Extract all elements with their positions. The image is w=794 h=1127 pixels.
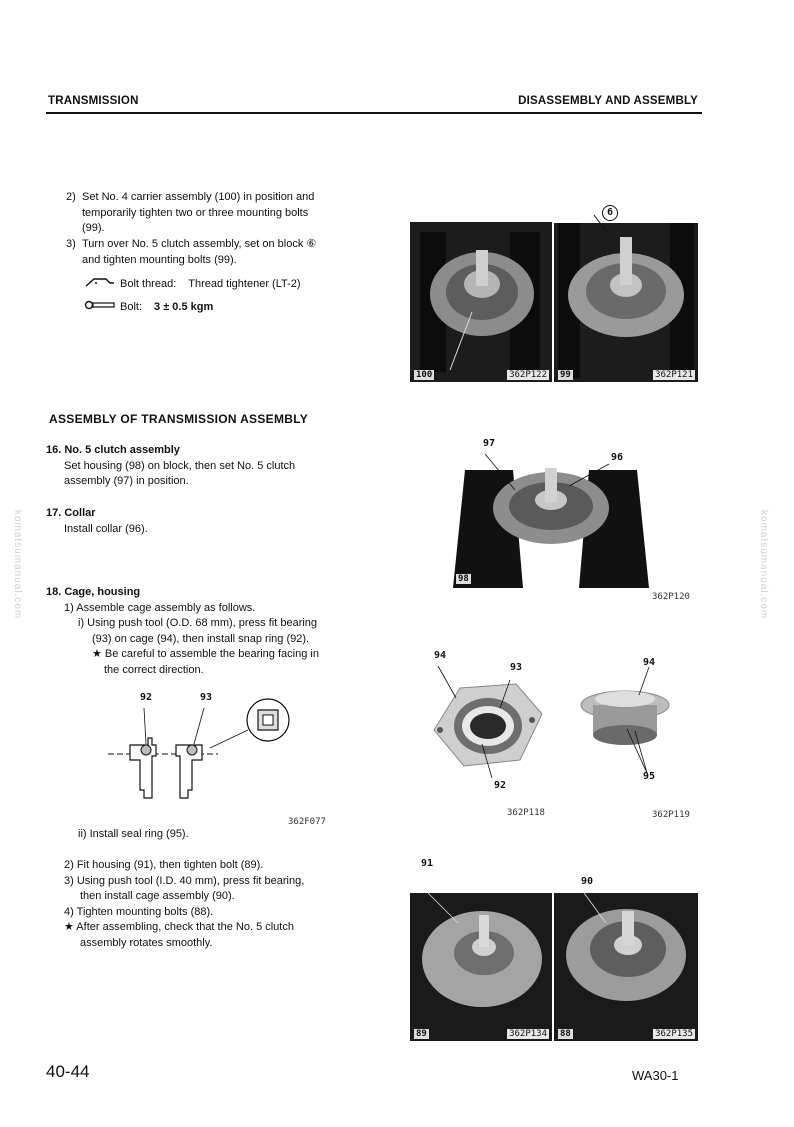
- photo-caption-362p119: 362P119: [652, 810, 690, 820]
- photo-callout-93a: 93: [510, 662, 523, 673]
- photo-callout-94b: 94: [643, 657, 656, 668]
- photo-tag-99: 99: [560, 370, 571, 380]
- watermark-left: komatsumanual.com: [12, 510, 23, 620]
- header-rule: [46, 112, 702, 114]
- item-17: 17. Collar Install collar (96).: [46, 507, 148, 535]
- photo-callout-94a: 94: [434, 650, 447, 661]
- photo-tag-100: 100: [416, 370, 433, 380]
- diagram-callout-92: 92: [140, 692, 153, 703]
- photo-362p121: [554, 207, 698, 382]
- photo-362p122: [410, 222, 552, 382]
- header-left: TRANSMISSION: [48, 95, 139, 107]
- model-number: WA30-1: [632, 1068, 679, 1083]
- section-title: ASSEMBLY OF TRANSMISSION ASSEMBLY: [49, 412, 309, 426]
- spec-bolt-torque: Bolt: 3 ± 0.5 kgm: [84, 299, 213, 317]
- photo-callout-97: 97: [483, 438, 496, 449]
- header-right: DISASSEMBLY AND ASSEMBLY: [518, 95, 698, 107]
- top-step-3: 3) Turn over No. 5 clutch assembly, set on block ⑥ and tighten mounting bolts (99).: [66, 238, 317, 266]
- diagram-callout-93: 93: [200, 692, 213, 703]
- photo-362p134: [410, 893, 552, 1041]
- photo-362p119: [575, 655, 685, 785]
- photo-callout-95: 95: [643, 771, 656, 782]
- watermark-right: komatsumanual.com: [758, 510, 769, 620]
- photo-callout-92a: 92: [494, 780, 507, 791]
- thread-tightener-icon: [84, 276, 120, 294]
- bottom-steps: 2) Fit housing (91), then tighten bolt (89). 3) Using push tool (I.D. 40 mm), press fit bearing, then install cage assembly (90). 4) Tighten mounting bolts (88). ★ After assembling, check that the No. 5 clutch assembly rotates smoothly.: [64, 859, 305, 949]
- photo-tag-98: 98: [458, 574, 469, 584]
- diagram-caption: 362F077: [288, 817, 326, 827]
- photo-362p120: [453, 438, 649, 588]
- photo-callout-91: 91: [421, 858, 434, 869]
- photo-tag-89: 89: [416, 1029, 427, 1039]
- photo-caption-362p135: 362P135: [655, 1029, 693, 1039]
- photo-caption-362p122: 362P122: [509, 370, 547, 380]
- top-step-2: 2) Set No. 4 carrier assembly (100) in position and temporarily tighten two or three mounting bolts (99).: [66, 191, 315, 234]
- photo-tag-88: 88: [560, 1029, 571, 1039]
- torque-wrench-icon: [84, 299, 120, 317]
- photo-362p118: [420, 650, 550, 790]
- photo-callout-90: 90: [581, 876, 594, 887]
- item-18: 18. Cage, housing 1) Assemble cage assembly as follows. i) Using push tool (O.D. 68 mm), press fit bearing (93) on cage (94), then install snap ring (92). ★ Be careful to assemble the bearing facing in the correct direction.: [46, 586, 319, 676]
- spec-bolt-thread: Bolt thread: Thread tightener (LT-2): [84, 276, 301, 294]
- cage-cross-section-diagram: [100, 690, 340, 820]
- item-18-seal-ring: ii) Install seal ring (95).: [78, 828, 189, 840]
- photo-caption-362p121: 362P121: [655, 370, 693, 380]
- photo-caption-362p118: 362P118: [507, 808, 545, 818]
- photo-362p135: [554, 893, 698, 1041]
- page-number: 40-44: [46, 1062, 90, 1081]
- callout-6: 6: [602, 205, 618, 221]
- photo-callout-96: 96: [611, 452, 624, 463]
- item-16: 16. No. 5 clutch assembly Set housing (98) on block, then set No. 5 clutch assembly (97) in position.: [46, 444, 296, 487]
- photo-caption-362p120: 362P120: [652, 592, 690, 602]
- photo-caption-362p134: 362P134: [509, 1029, 547, 1039]
